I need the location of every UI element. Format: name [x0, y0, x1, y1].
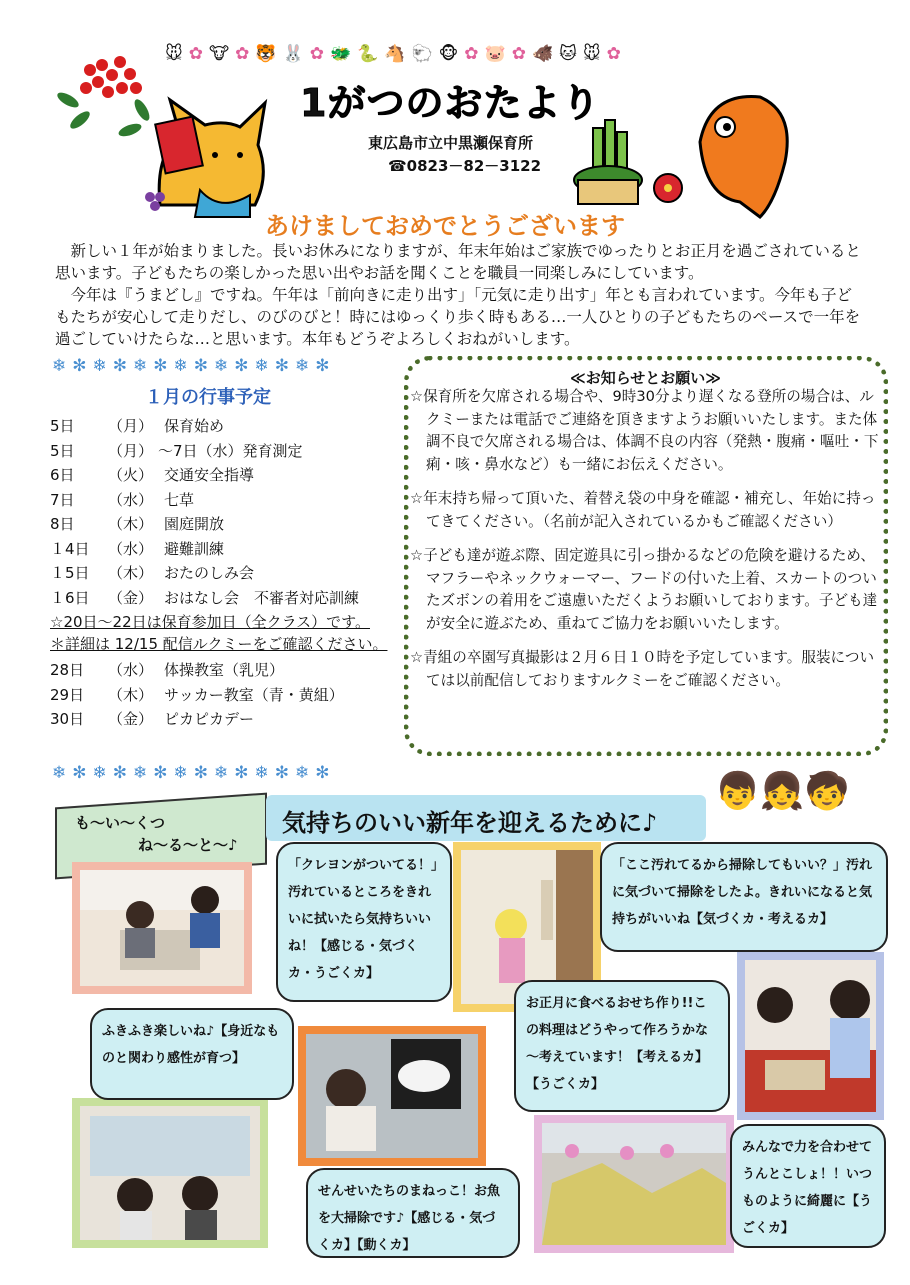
- schedule-event: ピカピカデー: [164, 710, 255, 728]
- snowflake-icon: ❄: [133, 356, 148, 376]
- schedule-event: おはなし会 不審者対応訓練: [164, 588, 360, 607]
- speech-bubble-tarp: みんなで力を合わせてうんとこしょ！！いつものように綺麗に【うごくカ】: [730, 1124, 886, 1248]
- snowflake-icon: ❄: [52, 763, 67, 783]
- photo-window-wiping: [72, 1098, 268, 1248]
- boar-icon: 🐗: [531, 44, 554, 64]
- snowflake-icon: ❄: [133, 763, 148, 783]
- notice-title: ≪お知らせとお願い≫: [570, 369, 721, 387]
- photo-image: [80, 1106, 260, 1240]
- schedule-event: 保育始め: [164, 417, 225, 435]
- snowflake-icon: ❄: [254, 763, 269, 783]
- snowflake-icon: ❄: [173, 356, 188, 376]
- photo-image: [542, 1123, 726, 1245]
- schedule-weekday: （水）: [108, 539, 154, 558]
- schedule-weekday: （水）: [108, 661, 154, 679]
- snowflake-icon: ❄: [173, 763, 188, 783]
- new-year-greeting: あけましておめでとうございます: [265, 212, 625, 240]
- schedule-weekday: （水）: [108, 490, 154, 509]
- snowflake-icon: ❄: [214, 763, 229, 783]
- schedule-event: 交通安全指導: [164, 466, 255, 484]
- photo-image: [306, 1034, 478, 1158]
- schedule-event: 七草: [164, 490, 195, 509]
- speech-bubble-fish: せんせいたちのまねっこ！お魚を大掃除です♪【感じる・気づくカ】【動くカ】: [306, 1168, 520, 1258]
- section-title: 気持ちのいい新年を迎えるために♪: [282, 809, 658, 837]
- intro-paragraph: 新しい１年が始まりました。長いお休みになりますが、年末年始はご家族でゆったりとお正月を過ごされていると思います。子どもたちの楽しかった思い出やお話を聞くことを職員一同楽しみにしています。: [55, 242, 861, 282]
- schedule-date: 8日: [50, 515, 75, 533]
- schedule-date: 5日: [50, 417, 75, 435]
- snowflake-icon: ✻: [193, 763, 208, 783]
- flower-icon: ✿: [464, 44, 479, 64]
- intro-paragraph: 今年は『うまどし』ですね。午年は「前向きに走り出す」「元気に走り出す」年とも言われています。今年も子どもたちが安心して走りだし、のびのびと！時にはゆっくり歩く時もある…一人ひとりの子どもたちのペースで一年を過ごしていけたらな…と思います。本年もどうぞよろしくおねがいします。: [55, 286, 861, 348]
- grapes-icon: [140, 185, 170, 215]
- kadomatsu-icon: [568, 118, 648, 208]
- snowflake-icon: ❄: [254, 356, 269, 376]
- snowflake-icon: ✻: [112, 763, 127, 783]
- flower-icon: ✿: [606, 44, 621, 64]
- notice-item: ☆保育所を欠席される場合や、9時30分より遅くなる登所の場合は、ルクミーまたは電話でご連絡を頂きますようお願いいたします。また体調不良で欠席される場合は、体調不良の内容（発熱・腹痛・嘔吐・下痢・咳・鼻水など）も一緒にお伝えください。: [410, 388, 879, 473]
- snowflake-icon: ❄: [52, 356, 67, 376]
- schedule-weekday: （金）: [108, 588, 154, 607]
- pig-icon: 🐷: [484, 44, 506, 64]
- snowflake-icon: ✻: [274, 356, 289, 376]
- schedule-row: [50, 415, 400, 440]
- schedule-date: 5日: [50, 441, 75, 460]
- schedule-date: 6日: [50, 466, 75, 484]
- schedule-event: 園庭開放: [164, 515, 225, 533]
- schedule-date: 28日: [50, 661, 85, 679]
- rabbit-icon: 🐰: [282, 44, 304, 64]
- schedule-event: サッカー教室（青・黄組）: [164, 685, 344, 704]
- tiger-icon: 🐯: [255, 44, 277, 64]
- flower-icon: ✿: [235, 44, 250, 64]
- speech-bubble-wall: 「ここ汚れてるから掃除してもいい？」汚れに気づいて掃除をしたよ。きれいになると気持ちがいいね【気づくカ・考えるカ】: [600, 842, 888, 952]
- schedule-date: 30日: [50, 710, 85, 728]
- snowflake-icon: ❄: [295, 356, 310, 376]
- speech-bubble-osechi: お正月に食べるおせち作り!!この料理はどうやって作ろうかな～考えています！【考えるカ】【うごくカ】: [514, 980, 730, 1112]
- snowflake-icon: ✻: [112, 356, 127, 376]
- cow-icon: 🐮: [208, 44, 230, 64]
- flower-icon: ✿: [511, 44, 526, 64]
- snowflake-icon: ❄: [92, 356, 107, 376]
- schedule-date: １4日: [50, 539, 90, 558]
- dragon-icon: 🐲: [329, 44, 352, 64]
- schedule-weekday: （木）: [108, 564, 154, 582]
- intro-text: [55, 240, 865, 350]
- ribbon-line: ね～る～と～♪: [138, 836, 238, 854]
- snowflake-icon: ✻: [193, 356, 208, 376]
- ribbon-line: も～い～くつ: [75, 814, 166, 832]
- monkey-icon: 🐵: [438, 44, 459, 64]
- schedule-date: １6日: [50, 588, 90, 607]
- schedule-weekday: （月）: [108, 417, 154, 435]
- schedule-row: [50, 684, 400, 709]
- snake-icon: 🐍: [357, 44, 379, 64]
- snowflake-icon: ✻: [234, 356, 249, 376]
- snowflake-icon: ✻: [153, 763, 168, 783]
- schedule-row: [50, 464, 400, 489]
- snowflake-divider: [52, 356, 330, 376]
- schedule-event: ～7日（水）発育測定: [158, 441, 303, 460]
- notice-body: [410, 386, 880, 704]
- schedule-row: [50, 489, 400, 514]
- speech-bubble-wiping: ふきふき楽しいね♪【身近なものと関わり感性が育つ】: [90, 1008, 294, 1100]
- schedule-title: １月の行事予定: [145, 387, 271, 408]
- notice-item: ☆子ども達が遊ぶ際、固定遊具に引っ掛かるなどの危険を避けるため、マフラーやネックウォーマー、フードの付いた上着、スカートのついたズボンの着用をご遠慮いただくようお願いしております。子ども達が安全に遊ぶため、重ねてご協力をお願いいたします。: [410, 547, 878, 632]
- notice-item: ☆年末持ち帰って頂いた、着替え袋の中身を確認・補充し、年始に持ってきてください。（名前が記入されているかもご確認ください）: [410, 490, 876, 530]
- schedule-event: 避難訓練: [164, 539, 225, 558]
- schedule-event: 体操教室（乳児）: [164, 661, 285, 679]
- schedule-row: [50, 587, 400, 612]
- flower-icon: ✿: [188, 44, 203, 64]
- schedule-row: [50, 538, 400, 563]
- snowflake-icon: ❄: [92, 763, 107, 783]
- schedule-list: [50, 415, 400, 733]
- sea-bream-icon: [680, 82, 810, 227]
- schedule-note: ＊詳細は 12/15 配信ルクミーをご確認ください。: [50, 635, 388, 653]
- photo-image: [745, 960, 876, 1112]
- snowflake-icon: ❄: [214, 356, 229, 376]
- cat-icon: 🐱: [559, 44, 577, 64]
- schedule-note: ☆20日～22日は保育参加日（全クラス）です。: [50, 613, 370, 631]
- schedule-weekday: （木）: [108, 515, 154, 533]
- school-phone: ☎0823－82－3122: [388, 157, 542, 175]
- children-cleaning-icon: 👦👧🧒: [715, 771, 850, 812]
- schedule-row: [50, 659, 400, 684]
- snowflake-icon: ✻: [234, 763, 249, 783]
- snowflake-divider: [52, 763, 330, 783]
- schedule-event: おたのしみ会: [164, 564, 255, 582]
- snowflake-icon: ✻: [274, 763, 289, 783]
- mouse-icon: 🐭: [165, 44, 183, 64]
- schedule-date: 29日: [50, 685, 85, 704]
- photo-image: [80, 870, 244, 986]
- snowflake-icon: ✻: [72, 356, 87, 376]
- sheep-icon: 🐑: [411, 44, 433, 64]
- schedule-row: [50, 440, 400, 465]
- snowflake-icon: ❄: [295, 763, 310, 783]
- notice-item: ☆青組の卒園写真撮影は２月６日１０時を予定しています。服装については以前配信しておりますルクミーをご確認ください。: [410, 649, 875, 689]
- photo-outdoor-tarp: [534, 1115, 734, 1253]
- photo-osechi: [737, 952, 884, 1120]
- page-title: 1がつのおたより: [300, 81, 601, 125]
- schedule-date: 7日: [50, 490, 75, 509]
- snowflake-icon: ✻: [315, 763, 330, 783]
- horse-icon: 🐴: [384, 44, 406, 64]
- mouse-icon: 🐭: [582, 44, 601, 64]
- animal-garland: [165, 44, 621, 64]
- schedule-weekday: （木）: [108, 685, 154, 704]
- photo-crayon-cleaning: [72, 862, 252, 994]
- snowflake-icon: ✻: [153, 356, 168, 376]
- schedule-row: [50, 708, 400, 733]
- schedule-weekday: （火）: [108, 466, 154, 484]
- schedule-weekday: （金）: [108, 710, 154, 728]
- flower-icon: ✿: [309, 44, 324, 64]
- snowflake-icon: ✻: [315, 356, 330, 376]
- photo-window-fish: [298, 1026, 486, 1166]
- snowflake-icon: ✻: [72, 763, 87, 783]
- schedule-row: [50, 513, 400, 538]
- schedule-weekday: （月）: [108, 441, 154, 460]
- schedule-row: [50, 562, 400, 587]
- speech-bubble-crayon: 「クレヨンがついてる！」汚れているところをきれいに拭いたら気持ちいいね！【感じる・気づくカ・うごくカ】: [276, 842, 452, 1002]
- school-name: 東広島市立中黒瀬保育所: [368, 134, 534, 152]
- schedule-date: １5日: [50, 564, 90, 582]
